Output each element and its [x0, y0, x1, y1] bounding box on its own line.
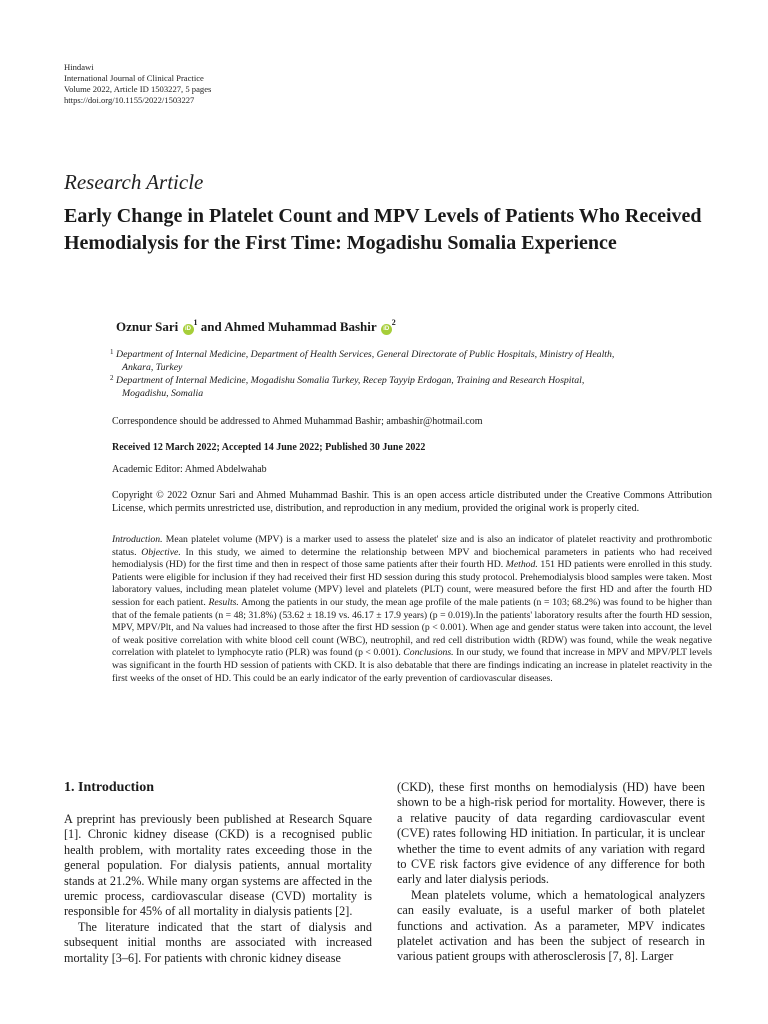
orcid-icon[interactable]: iD [381, 324, 392, 335]
abstract-method-label: Method. [505, 559, 538, 571]
journal-name: International Journal of Clinical Practice [64, 73, 204, 83]
abstract-objective-label: Objective. [141, 546, 181, 558]
publication-dates: Received 12 March 2022; Accepted 14 June 2022; Published 30 June 2022 [112, 442, 426, 453]
abstract-conclusions-label: Conclusions. [403, 647, 454, 659]
body-paragraph: A preprint has previously been published at Research Square [1]. Chronic kidney disease (CKD) is a recognised public health problem, with mortality rates exceeding those in the general population. For dialysis patients, annual mortality stands at 21.2%. While many organ systems are affected in the uremic process, cardiovascular disease (CVD) mortality is responsible for 45% of all mortality in dialysis patients [2]. [64, 812, 372, 919]
left-column [64, 812, 372, 966]
correspondence: Correspondence should be addressed to Ahmed Muhammad Bashir; ambashir@hotmail.com [112, 416, 483, 427]
body-paragraph: (CKD), these first months on hemodialysis (HD) have been shown to be a high-risk period for mortality. However, there is a relative paucity of data regarding cardiovascular event (CVE) rates following HD initiation. In particular, it is unclear whether the time to event admits of any variation with regard to CVE risk factors give evidence of any difference for both early and later dialysis periods. [397, 780, 705, 887]
journal-header [64, 62, 211, 106]
abstract-results-text: Among the patients in our study, the mean age profile of the male patients (n = 103; 68.2%) was found to be higher than that of the female patients (n = 48; 31.8%) (53.62 ± 18.19 vs. 46.17 ± 17.9 years) (p = 0.019).In the patients' laboratory results after the fourth HD session, MPV, MPV/Plt, and Na values had increased to those after the first HD session (p < 0.001). When age and gender status were taken into account, the level of weak positive correlation with white blood cell count (WBC), neutrophil, and red cell distribution width (RDW) was found, while the weak negative correlation with platelet to lymphocyte ratio (PLR) was found (p < 0.001). [112, 596, 713, 659]
author-name: Oznur Sari [116, 319, 179, 334]
affiliation-item [112, 348, 712, 374]
affiliation-text: Ankara, Turkey [122, 362, 183, 373]
affiliation-text: Department of Internal Medicine, Department of Health Services, General Directorate of Public Hospitals, Ministry of Health, [116, 349, 615, 360]
author-joiner: and [200, 319, 222, 334]
copyright-notice: Copyright © 2022 Oznur Sari and Ahmed Muhammad Bashir. This is an open access article distributed under the Creative Commons Attribution License, which permits unrestricted use, distribution, and reproduction in any medium, provided the original work is properly cited. [112, 490, 712, 514]
affiliation-marker: 1 [193, 318, 198, 327]
affiliations [112, 348, 712, 400]
abstract-objective-text: In this study, we aimed to determine the relationship between MPV and biochemical parameters in patients who had received hemodialysis (HD) for the first time and then in respect of those same patients after their fourth HD. [112, 546, 712, 571]
abstract-results-label: Results. [208, 596, 239, 608]
paper-title: Early Change in Platelet Count and MPV Levels of Patients Who Received Hemodialysis for the First Time: Mogadishu Somalia Experience [64, 205, 702, 254]
affiliation-number: 1 [110, 348, 114, 356]
affiliation-number: 2 [110, 374, 114, 382]
abstract-intro-text: Mean platelet volume (MPV) is a marker used to assess the platelet' size and is also an indicator of platelet reactivity and prothrombotic status. [112, 534, 712, 558]
body-paragraph: Mean platelets volume, which a hematological analyzers can easily evaluate, is a useful marker of both platelet functions and activation. As a parameter, MPV indicates platelet activation and has been the subject of research in various patient groups with atherosclerosis [7, 8]. Larger [397, 887, 705, 964]
orcid-icon[interactable]: iD [183, 324, 194, 335]
body-paragraph: The literature indicated that the start of dialysis and subsequent initial months are associated with increased mortality [3–6]. For patients with chronic kidney disease [64, 919, 372, 965]
section-heading: 1. Introduction [64, 780, 154, 795]
abstract-intro-label: Introduction. [112, 534, 163, 545]
affiliation-text: Department of Internal Medicine, Mogadishu Somalia Turkey, Recep Tayyip Erdogan, Training and Research Hospital, [116, 375, 585, 386]
right-column [397, 780, 705, 965]
volume-info: Volume 2022, Article ID 1503227, 5 pages [64, 84, 212, 94]
affiliation-marker: 2 [391, 318, 396, 327]
affiliation-item [112, 374, 712, 400]
article-type: Research Article [64, 170, 204, 194]
abstract [112, 534, 712, 685]
author-name: Ahmed Muhammad Bashir [224, 319, 377, 334]
abstract-method-text: 151 HD patients were enrolled in this study. Patients were eligible for inclusion if they had received their first HD session during this study protocol. Prehemodialysis blood samples were taken. Most laboratory values, including mean platelet volume (MPV) level and platelets (PLT) count, were measured before the first HD and after the fourth HD session for each patient. [112, 559, 712, 608]
publisher-name: Hindawi [64, 62, 94, 72]
abstract-conclusions-text: In our study, we found that increase in MPV and MPV/PLT levels was significant in the fourth HD session of patients with CKD. It is also debatable that there are findings indicating an increase in platelet reactivity in the first weeks of the onset of HD. This could be an early indicator of the early prevention of cardiovascular diseases. [112, 647, 712, 684]
affiliation-text: Mogadishu, Somalia [122, 388, 204, 399]
doi-link[interactable]: https://doi.org/10.1155/2022/1503227 [64, 95, 195, 105]
academic-editor: Academic Editor: Ahmed Abdelwahab [112, 464, 267, 475]
author-line [116, 318, 396, 335]
